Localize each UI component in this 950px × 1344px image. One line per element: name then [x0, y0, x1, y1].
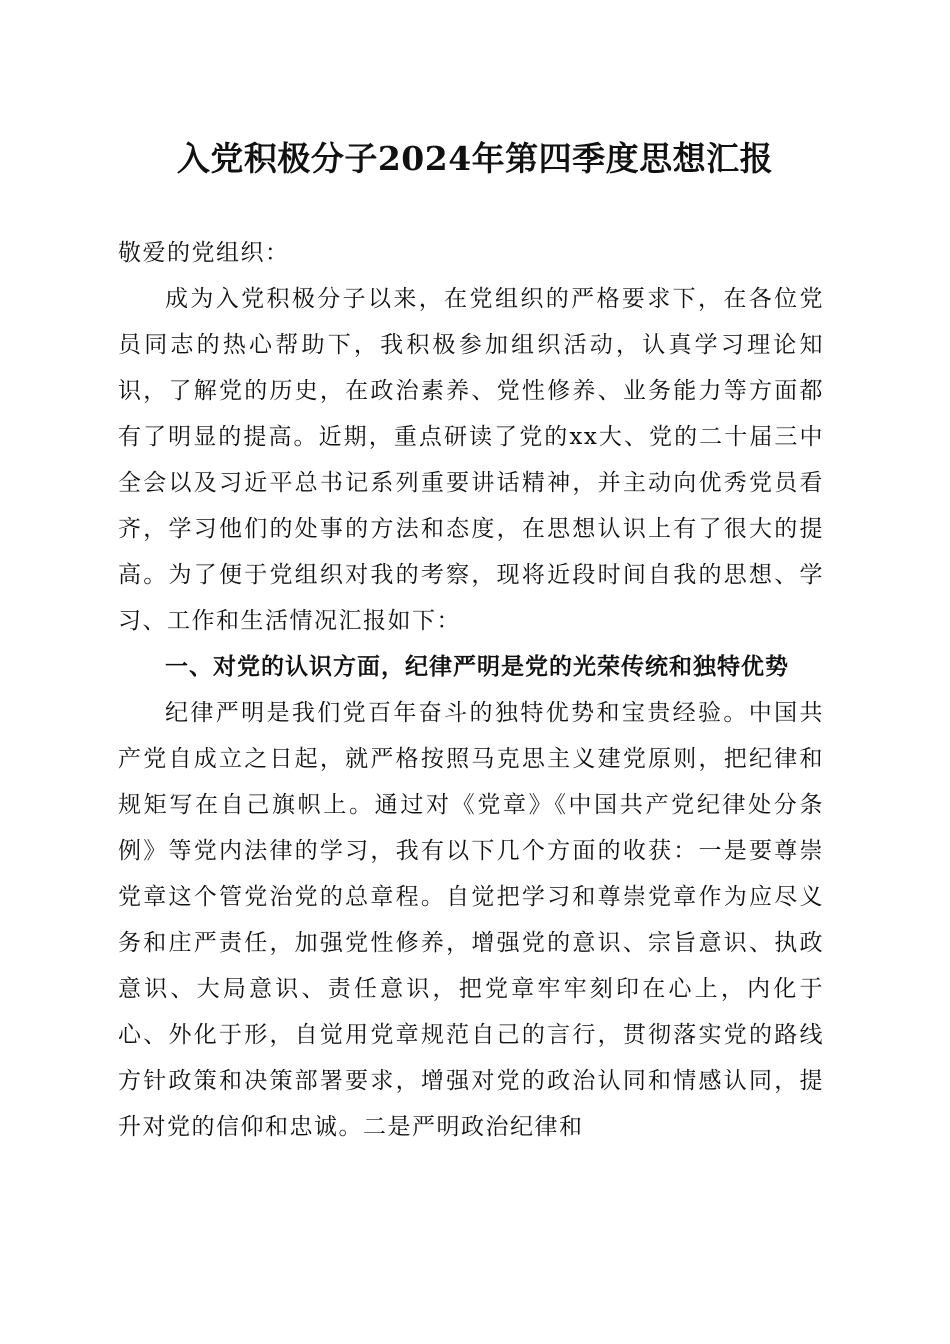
salutation: 敬爱的党组织： — [118, 240, 290, 266]
section-paragraph: 纪律严明是我们党百年奋斗的独特优势和宝贵经验。中国共产党自成立之日起，就严格按照马克思主义建党原则，把纪律和规矩写在自己旗帜上。通过对《党章》《中国共产党纪律处分条例》等党内法律的学习，我有以下几个方面的收获：一是要尊崇党章这个管党治党的总章程。自觉把学习和尊崇党章作为应尽义务和庄严责任，加强党性修养，增强党的意识、宗旨意识、执政意识、大局意识、责任意识，把党章牢牢刻印在心上，内化于心、外化于形，自觉用党章规范自己的言行，贯彻落实党的路线方针政策和决策部署要求，增强对党的政治认同和情感认同，提升对党的信仰和忠诚。二是严明政治纪律和 — [118, 700, 824, 1140]
document-title: 入党积极分子2024年第四季度思想汇报 — [176, 139, 774, 178]
section-heading: 一、对党的认识方面，纪律严明是党的光荣传统和独特优势 — [165, 654, 789, 680]
intro-paragraph: 成为入党积极分子以来，在党组织的严格要求下，在各位党员同志的热心帮助下，我积极参加组织活动，认真学习理论知识，了解党的历史，在政治素养、党性修养、业务能力等方面都有了明显的提高。近期，重点研读了党的xx大、党的二十届三中全会以及习近平总书记系列重要讲话精神，并主动向优秀党员看齐，学习他们的处事的方法和态度，在思想认识上有了很大的提高。为了便于党组织对我的考察，现将近段时间自我的思想、学习、工作和生活情况汇报如下： — [118, 286, 824, 634]
document-body — [118, 230, 824, 1150]
